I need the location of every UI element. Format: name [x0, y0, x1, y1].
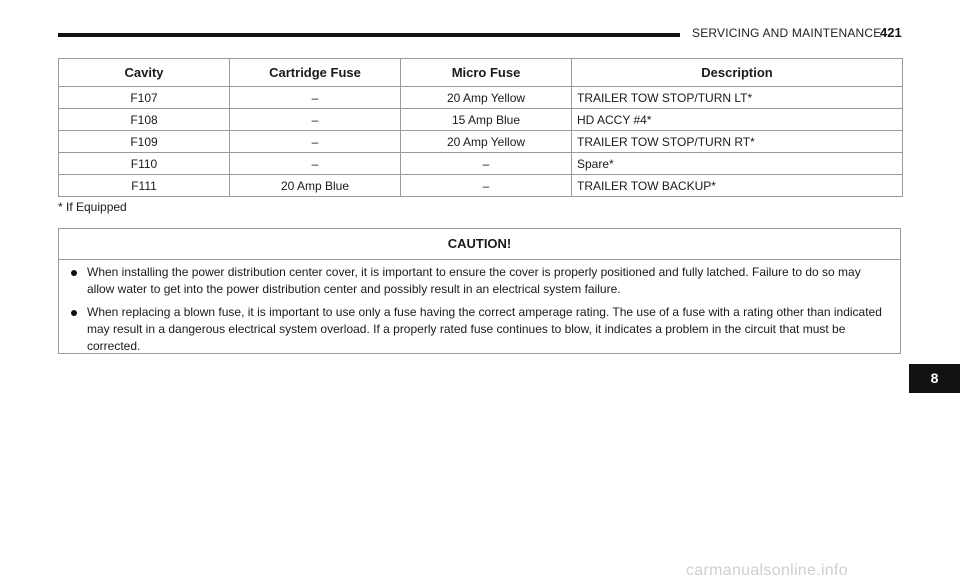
table-row: [59, 87, 903, 109]
cell-micro-fuse: 20 Amp Yellow: [401, 131, 572, 153]
cell-description: TRAILER TOW STOP/TURN LT*: [572, 87, 903, 109]
page-number: 421: [880, 25, 902, 40]
cell-cavity: F111: [59, 175, 230, 197]
column-header-cartridge-fuse: Cartridge Fuse: [230, 59, 401, 87]
caution-list: [59, 264, 900, 355]
fuse-table: [58, 58, 903, 197]
table-row: [59, 109, 903, 131]
cell-cavity: F110: [59, 153, 230, 175]
column-header-cavity: Cavity: [59, 59, 230, 87]
cell-micro-fuse: 15 Amp Blue: [401, 109, 572, 131]
caution-box: [58, 228, 901, 354]
cell-cartridge-fuse: –: [230, 153, 401, 175]
cell-micro-fuse: 20 Amp Yellow: [401, 87, 572, 109]
cell-micro-fuse: –: [401, 153, 572, 175]
column-header-description: Description: [572, 59, 903, 87]
header-rule: [58, 33, 680, 37]
caution-item-text: When replacing a blown fuse, it is important to use only a fuse having the correct amperage rating. The use of a fuse with a rating other than indicated may result in a dangerous electrical system overload. If a properly rated fuse continues to blow, it indicates a problem in the circuit that must be corrected.: [87, 305, 882, 353]
bullet-icon: [71, 310, 77, 316]
cell-cartridge-fuse: –: [230, 87, 401, 109]
cell-description: TRAILER TOW STOP/TURN RT*: [572, 131, 903, 153]
cell-cavity: F108: [59, 109, 230, 131]
column-header-micro-fuse: Micro Fuse: [401, 59, 572, 87]
table-row: [59, 153, 903, 175]
watermark: carmanualsonline.info: [686, 562, 848, 579]
cell-description: Spare*: [572, 153, 903, 175]
cell-cartridge-fuse: 20 Amp Blue: [230, 175, 401, 197]
cell-description: HD ACCY #4*: [572, 109, 903, 131]
cell-micro-fuse: –: [401, 175, 572, 197]
caution-title: CAUTION!: [59, 229, 900, 260]
chapter-tab: 8: [909, 364, 960, 393]
caution-item: [69, 264, 890, 298]
bullet-icon: [71, 270, 77, 276]
section-title: SERVICING AND MAINTENANCE: [692, 26, 882, 40]
caution-item: [69, 304, 890, 355]
cell-cavity: F107: [59, 87, 230, 109]
table-header-row: [59, 59, 903, 87]
caution-item-text: When installing the power distribution center cover, it is important to ensure the cover is properly positioned and fully latched. Failure to do so may allow water to get into the power distribution center and possibly result in an electrical system failure.: [87, 265, 861, 296]
cell-cartridge-fuse: –: [230, 131, 401, 153]
table-row: [59, 131, 903, 153]
cell-description: TRAILER TOW BACKUP*: [572, 175, 903, 197]
footnote: * If Equipped: [58, 200, 127, 214]
cell-cavity: F109: [59, 131, 230, 153]
cell-cartridge-fuse: –: [230, 109, 401, 131]
table-row: [59, 175, 903, 197]
